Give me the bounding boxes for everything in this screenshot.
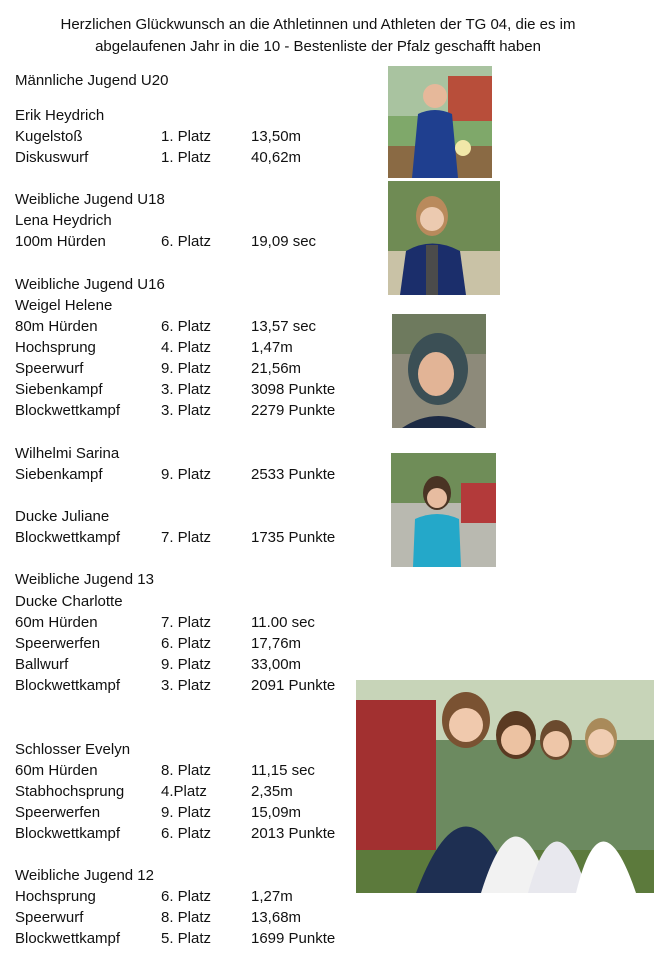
result-place: 4.Platz (161, 783, 207, 800)
result-event: Siebenkampf (15, 466, 103, 483)
photo-lena-heydrich (388, 181, 500, 295)
result-value: 1,27m (251, 888, 293, 905)
photo-weigel-helene (392, 314, 486, 428)
result-event: Blockwettkampf (15, 529, 121, 546)
photo-group (356, 680, 654, 893)
result-event: Hochsprung (15, 339, 96, 356)
athlete-name: Lena Heydrich (15, 212, 112, 229)
result-place: 8. Platz (161, 909, 212, 926)
result-event: 100m Hürden (15, 233, 106, 250)
result-place: 9. Platz (161, 804, 212, 821)
result-value: 1,47m (251, 339, 293, 356)
group-title: Männliche Jugend U20 (15, 72, 169, 89)
result-value: 13,68m (251, 909, 302, 926)
result-value: 2,35m (251, 783, 293, 800)
result-event: Speerwurf (15, 360, 84, 377)
result-event: Kugelstoß (15, 128, 83, 145)
result-value: 11.00 sec (251, 614, 315, 631)
result-event: Blockwettkampf (15, 825, 121, 842)
result-place: 1. Platz (161, 128, 212, 145)
result-event: Diskuswurf (15, 149, 89, 166)
athlete-name: Ducke Charlotte (15, 593, 123, 610)
result-value: 2091 Punkte (251, 677, 336, 694)
group-title: Weibliche Jugend 13 (15, 571, 154, 588)
result-place: 7. Platz (161, 529, 212, 546)
result-event: Ballwurf (15, 656, 69, 673)
result-value: 19,09 sec (251, 233, 317, 250)
result-event: Hochsprung (15, 888, 96, 905)
result-place: 8. Platz (161, 762, 212, 779)
result-place: 1. Platz (161, 149, 212, 166)
result-place: 9. Platz (161, 656, 212, 673)
header-line-2: abgelaufenen Jahr in die 10 - Bestenliste der Pfalz geschafft haben (95, 38, 541, 55)
result-event: 60m Hürden (15, 614, 98, 631)
result-value: 2013 Punkte (251, 825, 336, 842)
athlete-name: Ducke Juliane (15, 508, 110, 525)
result-event: Siebenkampf (15, 381, 103, 398)
result-place: 9. Platz (161, 360, 212, 377)
result-place: 3. Platz (161, 402, 212, 419)
result-value: 1735 Punkte (251, 529, 336, 546)
header-line-1: Herzlichen Glückwunsch an die Athletinnen und Athleten der TG 04, die es im (60, 16, 576, 33)
group-title: Weibliche Jugend U16 (15, 276, 165, 293)
result-place: 6. Platz (161, 888, 212, 905)
result-event: 80m Hürden (15, 318, 98, 335)
result-event: Speerwerfen (15, 804, 101, 821)
athlete-name: Weigel Helene (15, 297, 113, 314)
result-place: 5. Platz (161, 930, 212, 947)
athlete-name: Wilhelmi Sarina (15, 445, 120, 462)
result-place: 7. Platz (161, 614, 212, 631)
result-event: Blockwettkampf (15, 930, 121, 947)
result-value: 15,09m (251, 804, 302, 821)
result-value: 40,62m (251, 149, 302, 166)
result-place: 3. Platz (161, 381, 212, 398)
result-value: 2279 Punkte (251, 402, 336, 419)
result-event: 60m Hürden (15, 762, 98, 779)
result-event: Speerwurf (15, 909, 84, 926)
group-title: Weibliche Jugend 12 (15, 867, 154, 884)
page-header (0, 14, 636, 58)
result-place: 6. Platz (161, 233, 212, 250)
result-value: 17,76m (251, 635, 302, 652)
result-event: Blockwettkampf (15, 677, 121, 694)
photo-erik-heydrich (388, 66, 492, 178)
result-value: 33,00m (251, 656, 302, 673)
result-value: 3098 Punkte (251, 381, 336, 398)
result-value: 2533 Punkte (251, 466, 336, 483)
result-value: 13,57 sec (251, 318, 317, 335)
athlete-name: Schlosser Evelyn (15, 741, 131, 758)
result-place: 3. Platz (161, 677, 212, 694)
result-place: 6. Platz (161, 635, 212, 652)
result-value: 11,15 sec (251, 762, 315, 779)
result-event: Speerwerfen (15, 635, 101, 652)
athlete-name: Erik Heydrich (15, 107, 105, 124)
photo-ducke-juliane (391, 453, 496, 567)
result-value: 21,56m (251, 360, 302, 377)
result-event: Blockwettkampf (15, 402, 121, 419)
result-place: 6. Platz (161, 318, 212, 335)
group-title: Weibliche Jugend U18 (15, 191, 165, 208)
result-place: 4. Platz (161, 339, 212, 356)
result-event: Stabhochsprung (15, 783, 125, 800)
result-place: 9. Platz (161, 466, 212, 483)
result-place: 6. Platz (161, 825, 212, 842)
result-value: 13,50m (251, 128, 302, 145)
result-value: 1699 Punkte (251, 930, 336, 947)
